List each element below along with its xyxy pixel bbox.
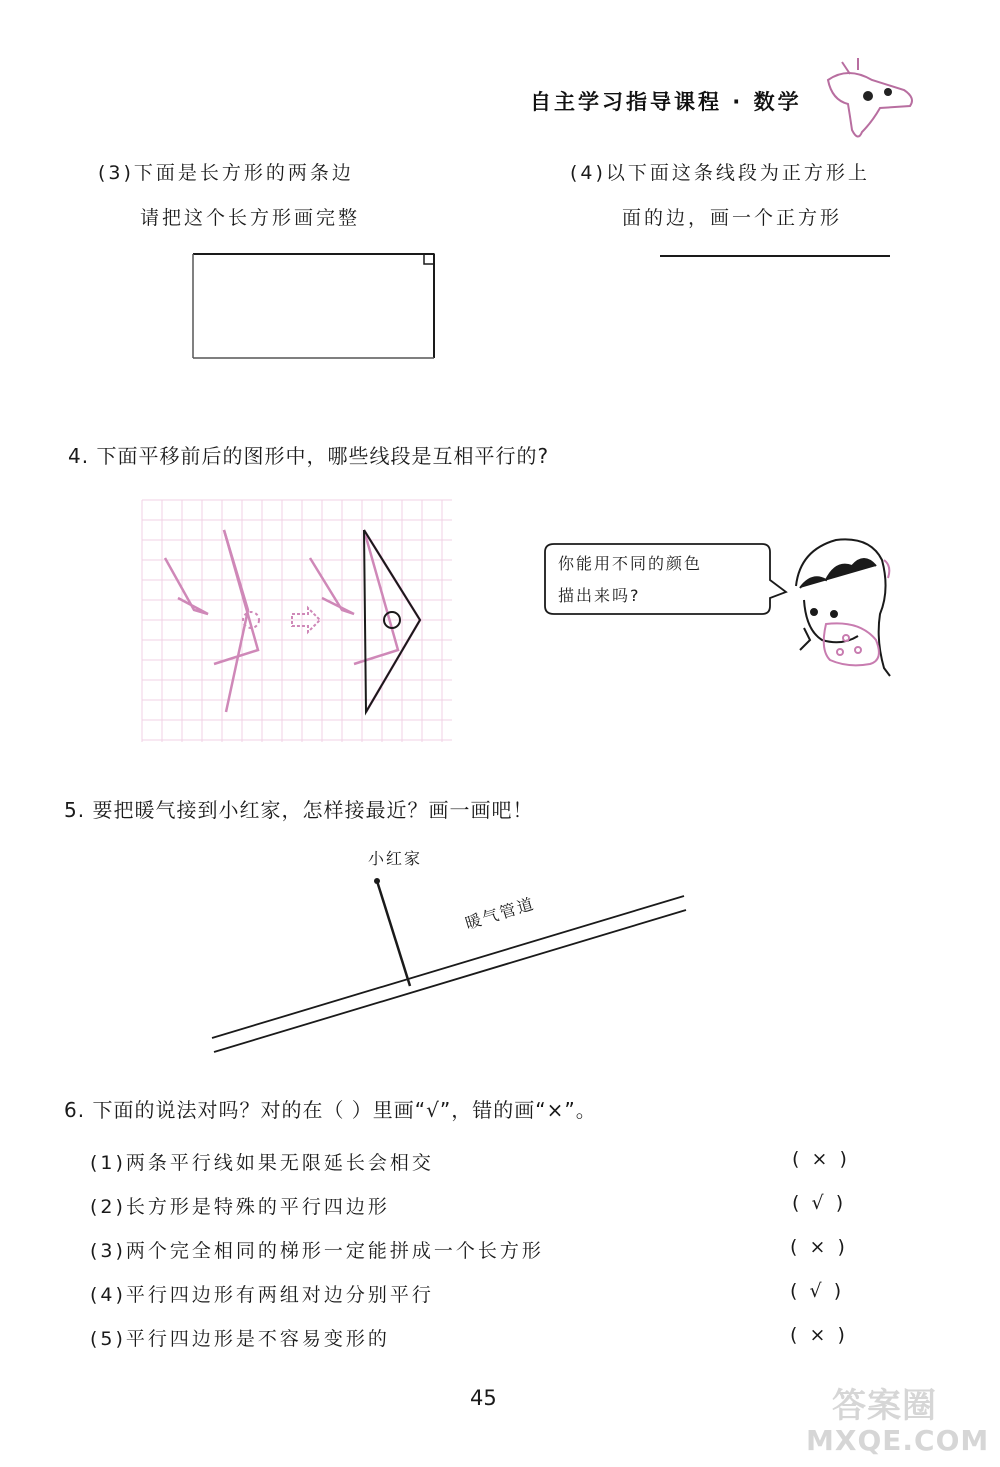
statement-4: (4)平行四边形有两组对边分别平行 xyxy=(90,1284,434,1306)
rectangle-two-sides xyxy=(193,254,434,358)
mascot-decoration-icon xyxy=(828,58,912,137)
home-label: 小红家 xyxy=(368,849,423,868)
perpendicular-answer-line xyxy=(377,881,410,986)
answer-5: × xyxy=(809,1324,826,1346)
bubble-line1: 你能用不同的颜色 xyxy=(558,554,703,573)
pipe-label: 暖气管道 xyxy=(462,893,538,934)
answer-paren-2: ( √ ) xyxy=(792,1192,844,1214)
bubble-line2: 描出来吗? xyxy=(558,586,641,605)
page-number: 45 xyxy=(470,1386,497,1410)
q5-question: 5. 要把暖气接到小红家，怎样接最近？画一画吧！ xyxy=(64,798,534,822)
q3-sub4-line2: 面的边，画一个正方形 xyxy=(622,207,843,229)
girl-illustration-icon xyxy=(796,539,890,676)
watermark-top: 答案圈 xyxy=(832,1386,937,1426)
header-title: 自主学习指导课程 · 数学 xyxy=(530,90,802,114)
statement-3: (3)两个完全相同的梯形一定能拼成一个长方形 xyxy=(90,1240,544,1262)
statement-1: (1)两条平行线如果无限延长会相交 xyxy=(90,1152,434,1174)
watermark-bottom: MXQE.COM xyxy=(806,1424,990,1457)
answer-1: × xyxy=(811,1148,828,1170)
statement-2: (2)长方形是特殊的平行四边形 xyxy=(90,1196,390,1218)
q3-sub4-line1: (4)以下面这条线段为正方形上 xyxy=(570,162,870,184)
answer-3: × xyxy=(809,1236,826,1258)
answer-paren-3: ( × ) xyxy=(790,1236,845,1258)
answer-paren-4: ( √ ) xyxy=(790,1280,842,1302)
q4-question: 4. 下面平移前后的图形中，哪些线段是互相平行的? xyxy=(68,444,550,468)
right-angle-mark-icon xyxy=(424,254,434,264)
q6-question: 6. 下面的说法对吗？对的在（ ）里画“√”，错的画“×”。 xyxy=(64,1098,597,1122)
statement-5: (5)平行四边形是不容易变形的 xyxy=(90,1328,390,1350)
answer-paren-1: ( × ) xyxy=(792,1148,847,1170)
q3-sub3-line1: (3)下面是长方形的两条边 xyxy=(98,162,354,184)
original-arrow-shape xyxy=(165,530,258,712)
answer-2: √ xyxy=(811,1192,824,1214)
q3-sub3-line2: 请把这个长方形画完整 xyxy=(140,207,361,229)
translation-grid xyxy=(142,500,452,742)
heating-pipe xyxy=(212,896,686,1052)
answer-4: √ xyxy=(809,1280,822,1302)
answer-paren-5: ( × ) xyxy=(790,1324,845,1346)
